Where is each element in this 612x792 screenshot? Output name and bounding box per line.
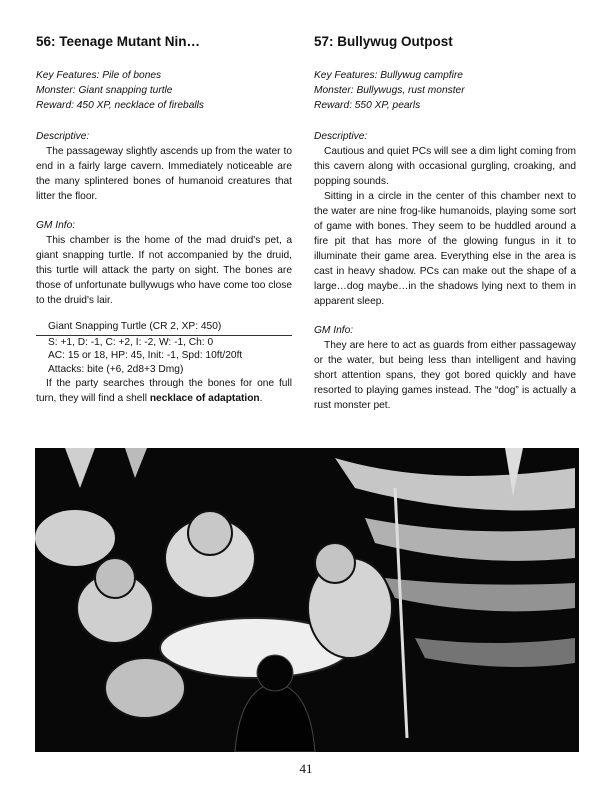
- gm-info-label: GM Info:: [314, 325, 354, 336]
- reward-line: Reward: 550 XP, pearls: [314, 100, 421, 111]
- stat-line-defense: AC: 15 or 18, HP: 45, Init: -1, Spd: 10ft/20ft: [48, 350, 243, 361]
- gm-info-label: GM Info:: [36, 220, 76, 231]
- encounter-56-heading: 56: Teenage Mutant Nin…: [36, 34, 201, 49]
- encounter-57-heading: 57: Bullywug Outpost: [314, 34, 453, 49]
- descriptive-text-1: Cautious and quiet PCs will see a dim light coming from this cavern along with occasional gurgling, croaking, and popping sounds.: [314, 146, 576, 187]
- right-column: [314, 34, 576, 413]
- bullywug-illustration: [35, 448, 579, 752]
- gm-info-text: They are here to act as guards from either passageway or the water, but being less than intelligent and having short attention spans, they got bored quickly and have resorted to playing games instead. The “dog” is actually a rust monster pet.: [314, 340, 576, 411]
- descriptive-label: Descriptive:: [36, 131, 90, 142]
- reward-line: Reward: 450 XP, necklace of fireballs: [36, 100, 204, 111]
- treasure-item: necklace of adaptation: [149, 393, 260, 404]
- stat-line-abilities: S: +1, D: -1, C: +2, I: -2, W: -1, Ch: 0: [48, 336, 214, 348]
- stat-block: [36, 320, 292, 376]
- key-features: Key Features: Bullywug campfire: [314, 70, 463, 81]
- descriptive-text-2: Sitting in a circle in the center of this chamber next to the water are nine frog-like humanoids, playing some sort of game with bones. They seem to be huddled around a fire pit that has more of the glowing fungus in it to illuminate their game area. Everything else in the area is cast in heavy shadow. PCs can make out the shape of a large…dog maybe…in the shadows lying next to them in apparent sleep.: [314, 191, 576, 307]
- descriptive-text: The passageway slightly ascends up from the water to end in a fairly large cavern. Immediately noticeable are the many splintered bones of humanoid creatures that litter the floor.: [36, 146, 292, 202]
- left-column: [36, 34, 292, 406]
- stat-line-attacks: Attacks: bite (+6, 2d8+3 Dmg): [48, 363, 184, 375]
- illustration-svg: [35, 448, 579, 752]
- monster-line: Monster: Giant snapping turtle: [36, 85, 173, 96]
- gm-info-text: This chamber is the home of the mad druid's pet, a giant snapping turtle. If not accompanied by the druid, this turtle will attack the party on sight. The bones are those of unfortunate bullywugs who have come too close to the druid's lair.: [36, 235, 292, 306]
- monster-line: Monster: Bullywugs, rust monster: [314, 85, 465, 96]
- treasure-text: If the party searches through the bones for one full turn, they will find a shell necklace of adaptation.: [36, 378, 292, 404]
- key-features: Key Features: Pile of bones: [36, 70, 162, 81]
- descriptive-label: Descriptive:: [314, 131, 368, 142]
- page-number: 41: [299, 761, 313, 776]
- stat-block-title: Giant Snapping Turtle (CR 2, XP: 450): [36, 320, 292, 336]
